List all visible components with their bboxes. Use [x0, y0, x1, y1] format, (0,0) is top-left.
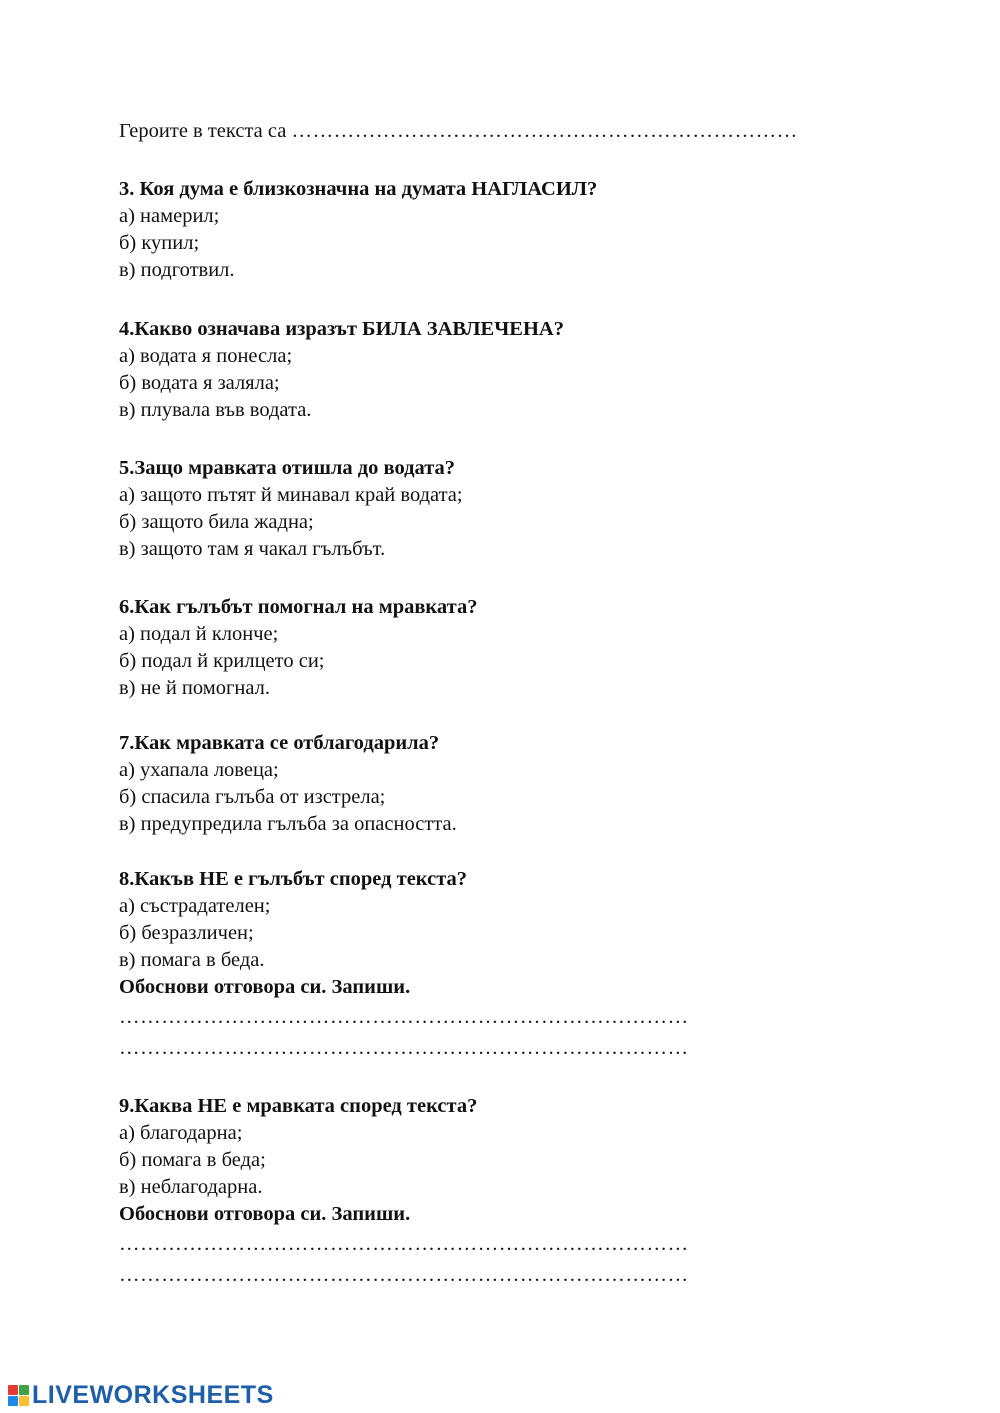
logo-block-blue — [8, 1396, 18, 1406]
question-4-title: 4.Какво означава изразът БИЛА ЗАВЛЕЧЕНА? — [119, 318, 564, 340]
question-9-answer-line-1[interactable]: ……………………………………………………………………… — [119, 1233, 689, 1255]
question-7-option-c[interactable]: в) предупредила гълъба за опасността. — [119, 813, 457, 835]
question-9-instruction: Обоснови отговора си. Запиши. — [119, 1203, 411, 1225]
question-4-option-c[interactable]: в) плувала във водата. — [119, 399, 312, 421]
question-8-option-a[interactable]: а) състрадателен; — [119, 895, 271, 917]
question-8-title: 8.Какъв НЕ е гълъбът според текста? — [119, 868, 468, 890]
question-5-option-a[interactable]: а) защото пътят й минавал край водата; — [119, 484, 463, 506]
intro-label: Героите в текста са — [119, 120, 287, 142]
question-4-option-a[interactable]: а) водата я понесла; — [119, 345, 293, 367]
question-6-title: 6.Как гълъбът помогнал на мравката? — [119, 596, 478, 618]
logo-blocks-icon — [8, 1385, 29, 1406]
question-7-option-b[interactable]: б) спасила гълъба от изстрела; — [119, 786, 386, 808]
question-4-option-b[interactable]: б) водата я заляла; — [119, 372, 280, 394]
question-7-option-a[interactable]: а) ухапала ловеца; — [119, 759, 279, 781]
question-5-option-b[interactable]: б) защото била жадна; — [119, 511, 314, 533]
logo-text: LIVEWORKSHEETS — [32, 1380, 274, 1409]
question-5-title: 5.Защо мравката отишла до водата? — [119, 457, 456, 479]
question-9-title: 9.Каква НЕ е мравката според текста? — [119, 1095, 478, 1117]
question-8-instruction: Обоснови отговора си. Запиши. — [119, 976, 411, 998]
question-8-answer-line-1[interactable]: ……………………………………………………………………… — [119, 1006, 689, 1028]
question-9-option-b[interactable]: б) помага в беда; — [119, 1149, 266, 1171]
question-3-option-c[interactable]: в) подготвил. — [119, 259, 235, 281]
question-3-option-a[interactable]: а) намерил; — [119, 205, 220, 227]
logo-block-green — [19, 1385, 29, 1395]
question-9-option-c[interactable]: в) неблагодарна. — [119, 1176, 263, 1198]
intro-blank[interactable]: ……………………………………………………………… — [291, 120, 798, 142]
intro-line — [119, 118, 798, 145]
question-8-answer-line-2[interactable]: ……………………………………………………………………… — [119, 1037, 689, 1059]
question-5-option-c[interactable]: в) защото там я чакал гълъбът. — [119, 538, 386, 560]
logo-block-yellow — [19, 1396, 29, 1406]
question-6-option-a[interactable]: а) подал й клонче; — [119, 623, 279, 645]
question-8-option-c[interactable]: в) помага в беда. — [119, 949, 265, 971]
question-6-option-b[interactable]: б) подал й крилцето си; — [119, 650, 325, 672]
question-7-title: 7.Как мравката се отблагодарила? — [119, 732, 440, 754]
question-3-title: 3. Коя дума е близкозначна на думата НАГЛАСИЛ? — [119, 178, 598, 200]
liveworksheets-logo[interactable] — [8, 1378, 274, 1412]
question-3-option-b[interactable]: б) купил; — [119, 232, 200, 254]
question-8-option-b[interactable]: б) безразличен; — [119, 922, 254, 944]
question-9-option-a[interactable]: а) благодарна; — [119, 1122, 243, 1144]
question-6-option-c[interactable]: в) не й помогнал. — [119, 677, 270, 699]
logo-block-red — [8, 1385, 18, 1395]
question-9-answer-line-2[interactable]: ……………………………………………………………………… — [119, 1264, 689, 1286]
